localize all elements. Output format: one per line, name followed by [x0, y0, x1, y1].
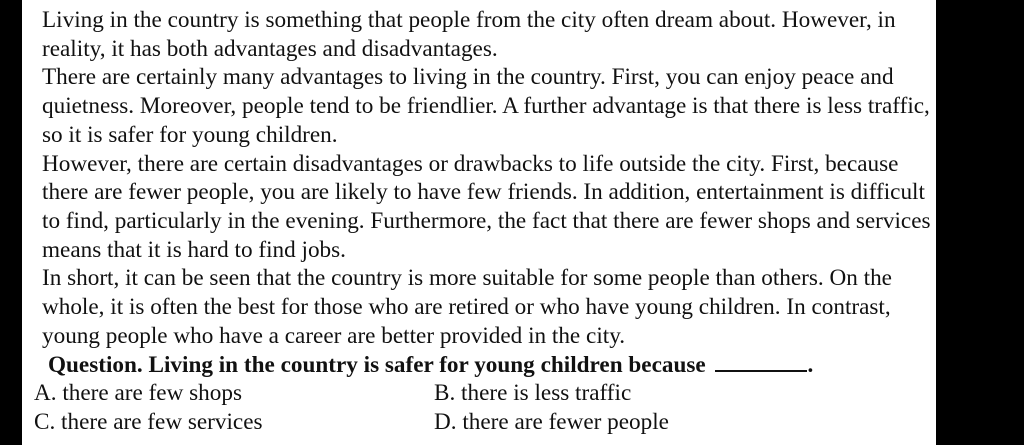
question-line [48, 350, 908, 380]
document-page [22, 0, 936, 445]
passage-paragraph-2: There are certainly many advantages to living in the country. First, you can enjoy peace and quietness. Moreover, people tend to be friendlier. A further advantage is that there is less traffic, so it is safer for young children. [42, 64, 930, 148]
option-b[interactable]: B. there is less traffic [434, 380, 632, 406]
question-end-punct: . [807, 352, 814, 378]
answer-blank [715, 350, 807, 372]
option-a[interactable]: A. there are few shops [34, 380, 242, 406]
option-d[interactable]: D. there are fewer people [434, 409, 669, 435]
passage-paragraph-4: In short, it can be seen that the country is more suitable for some people than others. On the whole, it is often the best for those who are retired or who have young children. In contrast, young people who have a career are better provided in the city. [42, 265, 892, 349]
passage-paragraph-1: Living in the country is something that people from the city often dream about. However, in reality, it has both advantages and disadvantages. [42, 7, 896, 62]
reading-passage [42, 6, 932, 350]
option-c[interactable]: C. there are few services [34, 409, 263, 435]
question-text: Question. Living in the country is safer for young children because [48, 352, 706, 378]
passage-paragraph-3: However, there are certain disadvantages or drawbacks to life outside the city. First, because there are fewer people, you are likely to have few friends. In addition, entertainment is difficult to find, particularly in the evening. Furthermore, the fact that there are fewer shops and services means that it is hard to find jobs. [42, 150, 931, 263]
